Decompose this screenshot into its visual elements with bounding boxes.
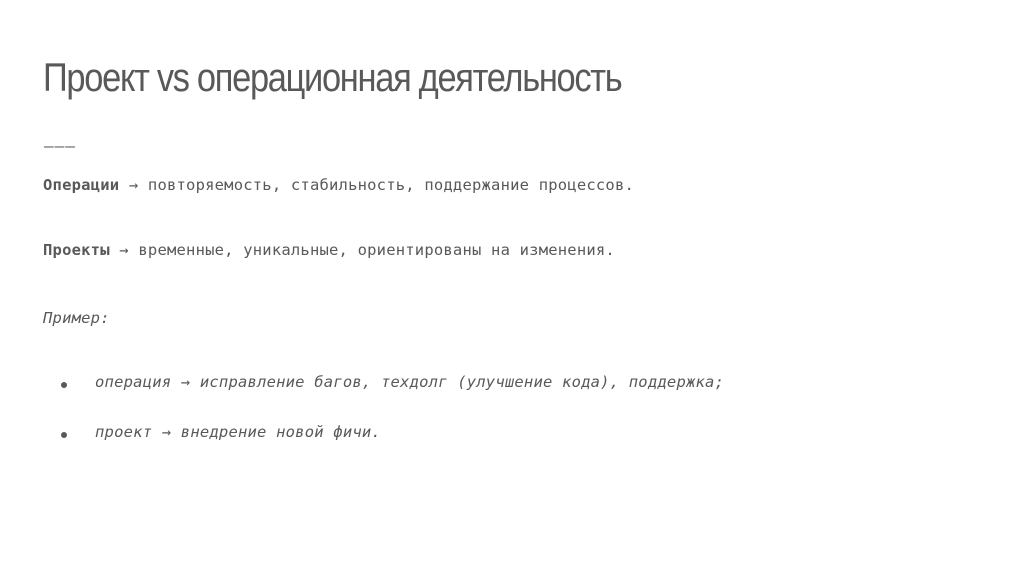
slide-title: Проект vs операционная деятельность [43,56,622,100]
operations-line [43,176,634,194]
list-item-text: операция → исправление багов, техдолг (улучшение кода), поддержка; [95,373,725,391]
example-label: Пример: [43,309,110,327]
projects-description: временные, уникальные, ориентированы на изменения. [138,241,615,259]
arrow-icon: → [119,241,129,259]
operations-term: Операции [43,176,120,194]
projects-term: Проекты [43,241,110,259]
title-divider: ——— [44,138,76,156]
projects-line [43,241,615,259]
arrow-icon: → [128,176,139,194]
operations-description: повторяемость, стабильность, поддержание процессов. [147,176,635,194]
bullet-icon [61,432,67,438]
bullet-icon [61,382,67,388]
list-item-text: проект → внедрение новой фичи. [95,423,381,441]
